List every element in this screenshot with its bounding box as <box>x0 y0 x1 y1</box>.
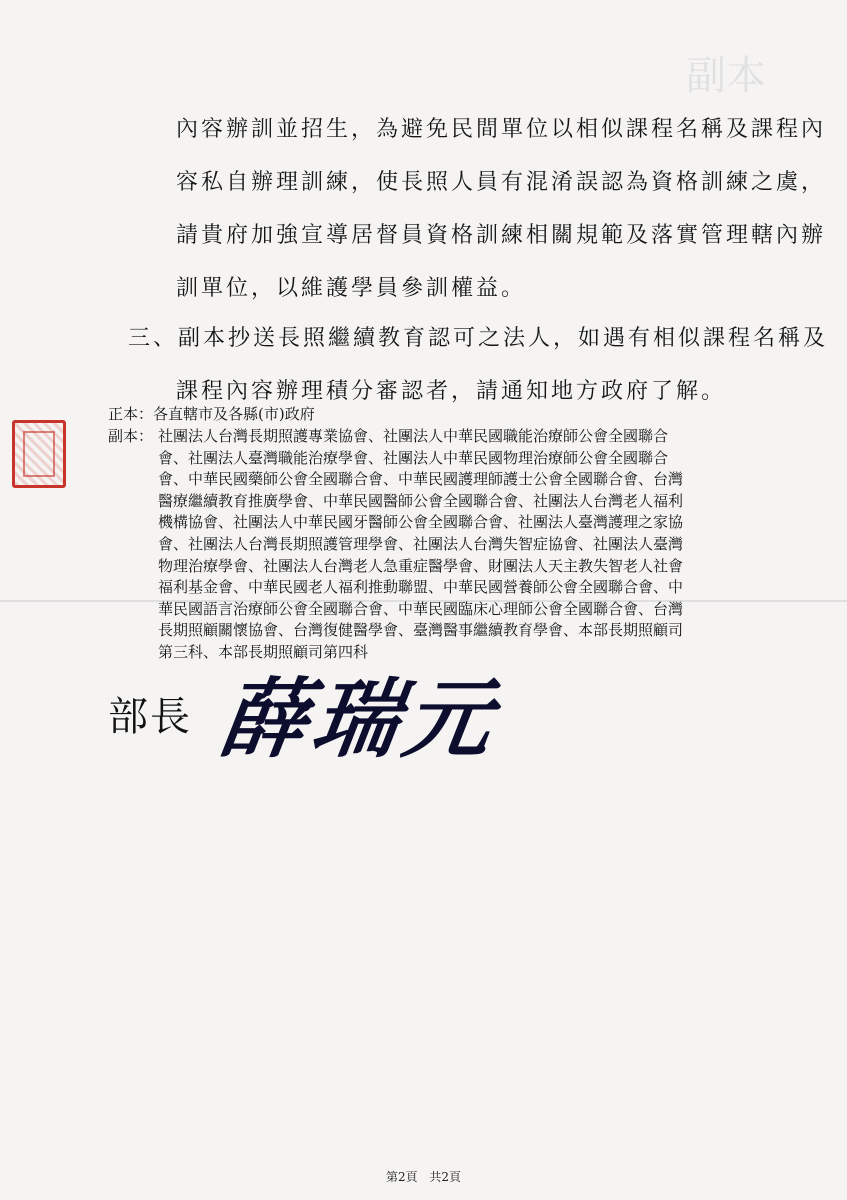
minister-title: 部長 <box>108 694 192 740</box>
cc-line: 社團法人台灣長期照護專業協會、社團法人中華民國職能治療師公會全國聯合 <box>158 427 669 445</box>
bleed-through-copy-stamp: 副本 <box>686 53 766 99</box>
body-line: 請貴府加強宣導居督員資格訓練相關規範及落實管理轄內辦 <box>176 223 827 248</box>
cc-line: 機構協會、社團法人中華民國牙醫師公會全國聯合會、社團法人臺灣護理之家協 <box>158 513 684 531</box>
cc-line: 第三科、本部長期照顧司第四科 <box>158 643 369 661</box>
cc-label: 副本： <box>108 427 154 445</box>
cc-line: 華民國語言治療師公會全國聯合會、中華民國臨床心理師公會全國聯合會、台灣 <box>158 600 684 618</box>
cc-line: 物理治療學會、社團法人台灣老人急重症醫學會、財團法人天主教失智老人社會 <box>158 557 684 575</box>
body-line: 內容辦訓並招生，為避免民間單位以相似課程名稱及課程內 <box>176 117 827 142</box>
minister-signature: 薛瑞元 <box>213 669 505 770</box>
official-seal-stamp <box>12 420 66 488</box>
cc-line: 會、中華民國藥師公會全國聯合會、中華民國護理師護士公會全國聯合會、台灣 <box>158 470 684 488</box>
cc-line: 會、社團法人台灣長期照護管理學會、社團法人台灣失智症協會、社團法人臺灣 <box>158 535 684 553</box>
page-footer <box>0 1168 847 1185</box>
body-line-item-3: 三、副本抄送長照繼續教育認可之法人，如遇有相似課程名稱及 <box>128 326 829 351</box>
cc-line: 醫療繼續教育推廣學會、中華民國醫師公會全國聯合會、社團法人台灣老人福利 <box>158 492 684 510</box>
main-recipient-value: 各直轄市及各縣(市)政府 <box>153 405 315 423</box>
cc-line: 會、社團法人臺灣職能治療學會、社團法人中華民國物理治療師公會全國聯合 <box>158 449 669 467</box>
main-recipient-label: 正本： <box>108 405 154 423</box>
page-number: 第2頁 <box>385 1170 418 1184</box>
body-line: 課程內容辦理積分審認者，請通知地方政府了解。 <box>176 379 727 404</box>
cc-line: 長期照顧關懷協會、台灣復健醫學會、臺灣醫事繼續教育學會、本部長期照顧司 <box>158 621 684 639</box>
cc-line: 福利基金會、中華民國老人福利推動聯盟、中華民國營養師公會全國聯合會、中 <box>158 578 684 596</box>
main-recipient-line <box>108 404 315 426</box>
page-total: 共2頁 <box>429 1170 462 1184</box>
body-line: 訓單位，以維護學員參訓權益。 <box>176 276 527 301</box>
body-line: 容私自辦理訓練，使長照人員有混淆誤認為資格訓練之虞， <box>176 170 827 195</box>
